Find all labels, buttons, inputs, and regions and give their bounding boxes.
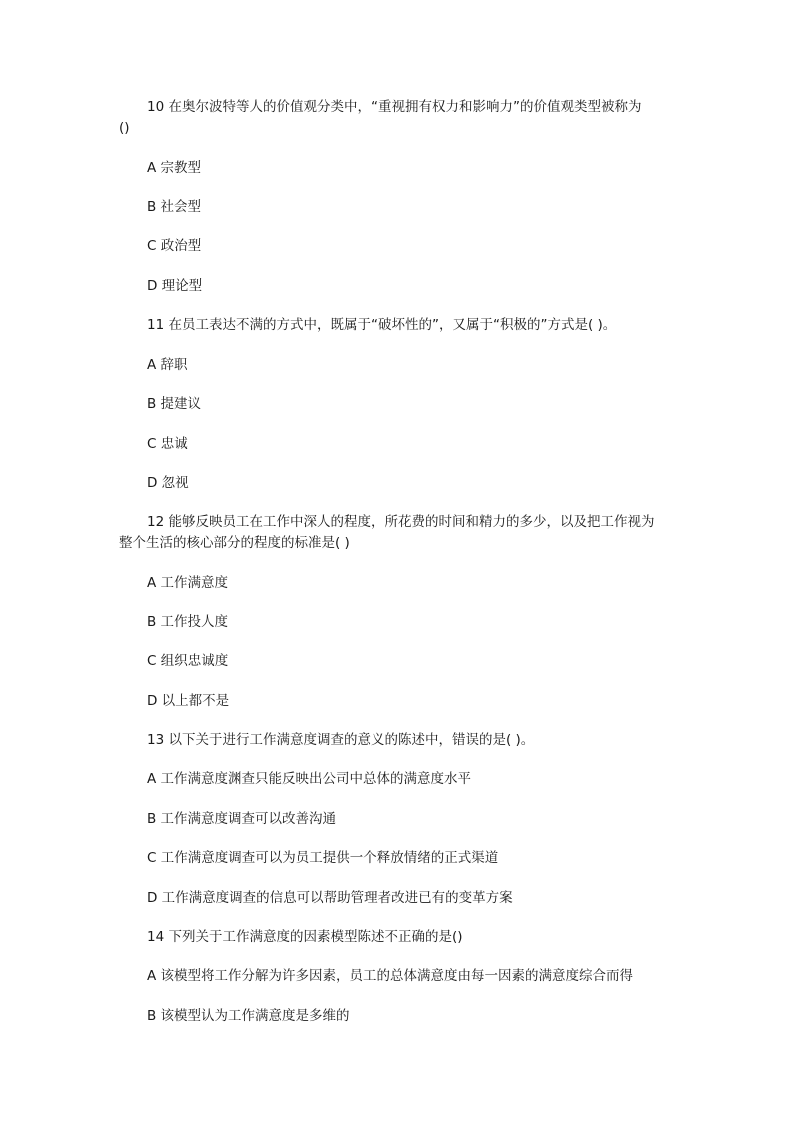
question-10-stem-line-1: 10 在奥尔波特等人的价值观分类中，“重视拥有权力和影响力”的价值观类型被称为 (147, 99, 642, 115)
question-12-option-a: A 工作满意度 (147, 575, 229, 591)
question-11-stem-line-1: 11 在员工表达不满的方式中，既属于“破坏性的”，又属于“积极的”方式是( )。 (147, 317, 617, 333)
question-12-option-b: B 工作投人度 (147, 614, 229, 630)
question-12-option-d: D 以上都不是 (147, 693, 230, 709)
question-13-stem-line-1: 13 以下关于进行工作满意度调查的意义的陈述中，错误的是( )。 (147, 732, 535, 748)
question-12-option-c: C 组织忠诚度 (147, 653, 229, 669)
question-11-option-d: D 忽视 (147, 475, 189, 491)
question-11-option-c: C 忠诚 (147, 436, 188, 452)
question-12-stem-line-1: 12 能够反映员工在工作中深人的程度，所花费的时间和精力的多少，以及把工作视为 (147, 514, 655, 530)
question-10-option-b: B 社会型 (147, 199, 202, 215)
question-13-option-c: C 工作满意度调查可以为员工提供一个释放情绪的正式渠道 (147, 850, 499, 866)
question-10-option-a: A 宗教型 (147, 160, 202, 176)
question-14-option-a: A 该模型将工作分解为许多因素，员工的总体满意度由每一因素的满意度综合而得 (147, 968, 634, 984)
question-11-option-a: A 辞职 (147, 357, 188, 373)
question-13-option-d: D 工作满意度调查的信息可以帮助管理者改进已有的变革方案 (147, 890, 513, 906)
question-11-option-b: B 提建议 (147, 396, 202, 412)
question-13-option-a: A 工作满意度渊查只能反映出公司中总体的满意度水平 (147, 771, 472, 787)
question-13-option-b: B 工作满意度调查可以改善沟通 (147, 811, 337, 827)
question-14-stem-line-1: 14 下列关于工作满意度的因素模型陈述不正确的是() (147, 929, 463, 945)
question-10-option-c: C 政治型 (147, 238, 202, 254)
question-10-option-d: D 理论型 (147, 278, 203, 294)
question-12-stem-line-2: 整个生活的核心部分的程度的标准是( ) (119, 535, 350, 551)
question-14-option-b: B 该模型认为工作满意度是多维的 (147, 1008, 350, 1024)
question-10-stem-line-2: () (119, 120, 130, 136)
